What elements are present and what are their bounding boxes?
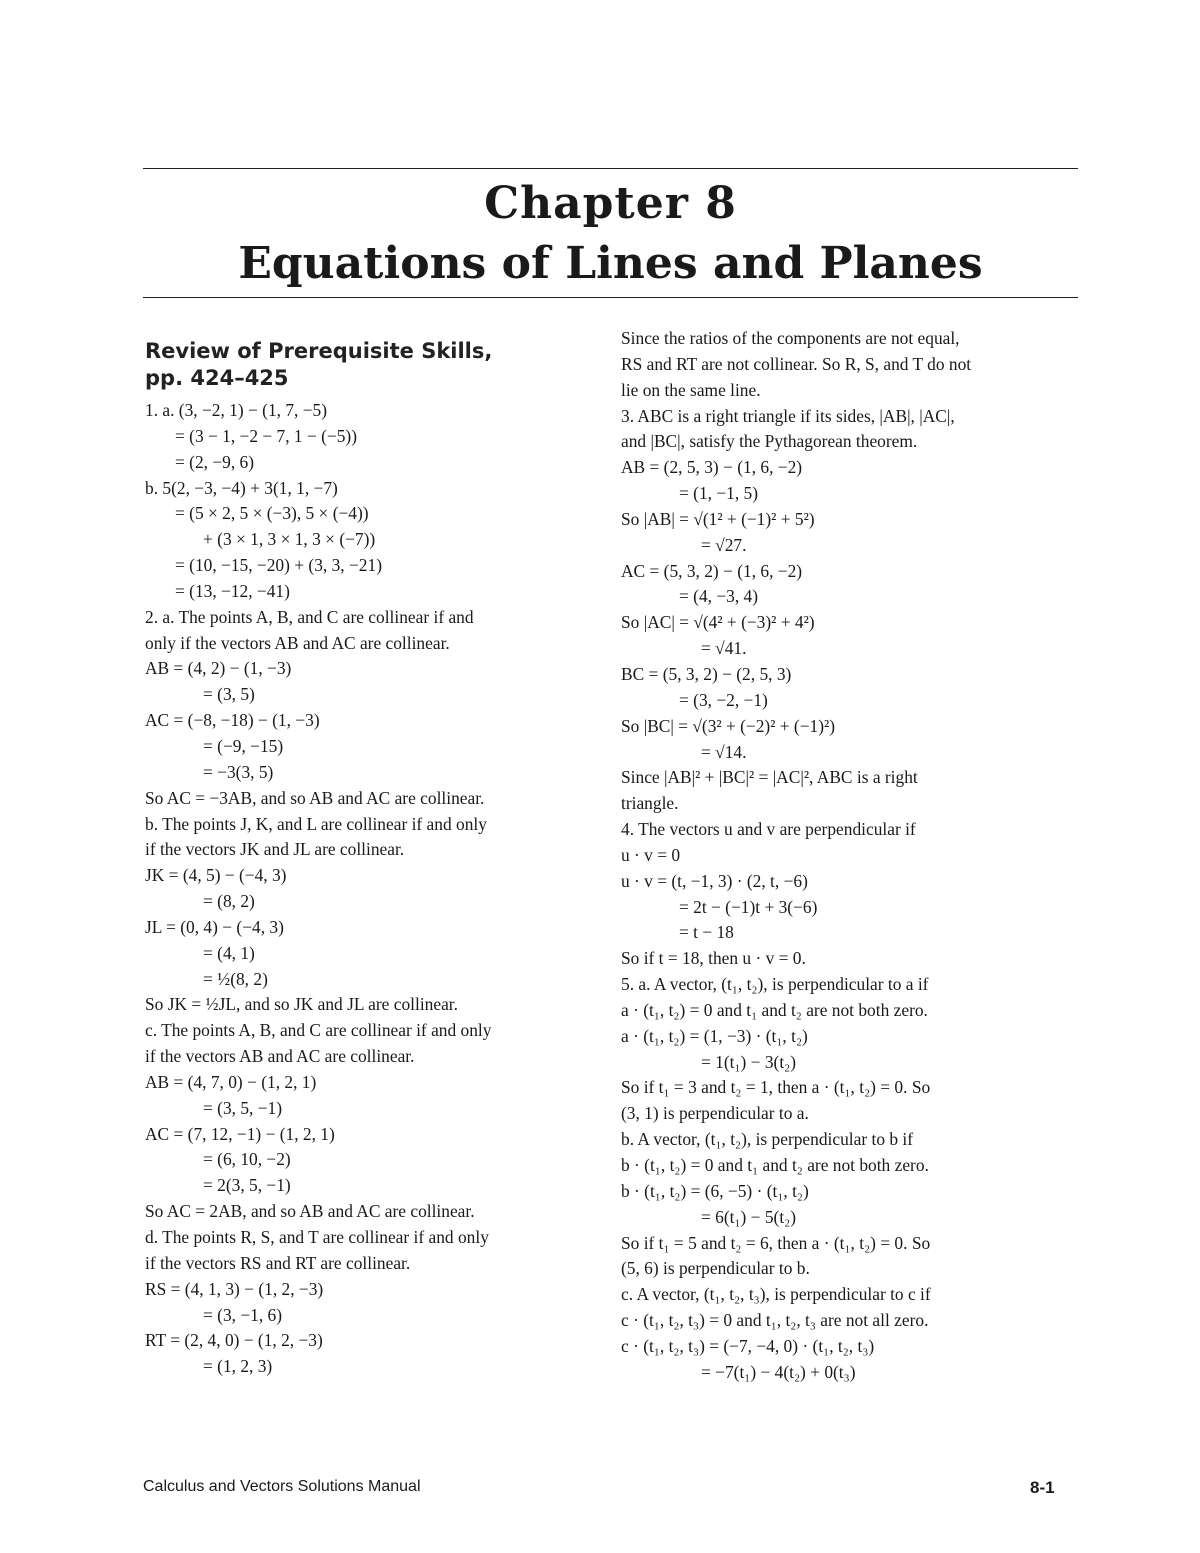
text-line: = 2(3, 5, −1) xyxy=(203,1175,291,1196)
text-line: So if t₁ = 3 and t₂ = 1, then a · (t₁, t₂) = 0. So xyxy=(621,1077,931,1098)
text-line: RS and RT are not collinear. So R, S, and T do not xyxy=(621,353,972,374)
left-column xyxy=(145,326,600,1380)
text-line: = √14. xyxy=(701,741,747,762)
section-heading xyxy=(145,338,600,392)
text-line: = (5 × 2, 5 × (−3), 5 × (−4)) xyxy=(175,503,369,524)
text-line: lie on the same line. xyxy=(621,379,761,400)
text-line: = (8, 2) xyxy=(203,891,255,912)
chapter-title: Equations of Lines and Planes xyxy=(238,238,983,289)
text-line: So if t₁ = 5 and t₂ = 6, then a · (t₁, t₂) = 0. So xyxy=(621,1232,931,1253)
footer-page-number: 8-1 xyxy=(1030,1478,1055,1497)
text-line: c · (t₁, t₂, t₃) = (−7, −4, 0) · (t₁, t₂, t₃) xyxy=(621,1335,875,1356)
text-line: = ½(8, 2) xyxy=(203,968,268,989)
text-line: (5, 6) is perpendicular to b. xyxy=(621,1258,810,1279)
text-line: b · (t₁, t₂) = 0 and t₁ and t₂ are not both zero. xyxy=(621,1155,929,1175)
text-line: = −3(3, 5) xyxy=(203,761,274,782)
text-line: 4. The vectors u and v are perpendicular if xyxy=(621,819,916,840)
text-line: d. The points R, S, and T are collinear if and only xyxy=(145,1227,489,1247)
text-line: + (3 × 1, 3 × 1, 3 × (−7)) xyxy=(203,529,376,550)
text-line: b. 5(2, −3, −4) + 3(1, 1, −7) xyxy=(145,477,338,498)
text-line: if the vectors JK and JL are collinear. xyxy=(145,839,405,860)
title-rule xyxy=(143,297,1078,298)
text-line: if the vectors RS and RT are collinear. xyxy=(145,1252,411,1273)
text-line: c · (t₁, t₂, t₃) = 0 and t₁, t₂, t₃ are not all zero. xyxy=(621,1310,929,1331)
top-rule xyxy=(143,168,1078,169)
text-line: JK = (4, 5) − (−4, 3) xyxy=(145,865,287,886)
footer-book-title: Calculus and Vectors Solutions Manual xyxy=(143,1478,421,1495)
text-line: AC = (5, 3, 2) − (1, 6, −2) xyxy=(621,560,803,581)
right-column xyxy=(621,326,1076,1386)
text-line: = (3, 5) xyxy=(203,684,255,705)
text-line: So if t = 18, then u · v = 0. xyxy=(621,948,806,969)
text-line: u · v = 0 xyxy=(621,844,681,865)
text-line: (3, 1) is perpendicular to a. xyxy=(621,1103,809,1124)
text-line: if the vectors AB and AC are collinear. xyxy=(145,1046,415,1067)
text-line: = (6, 10, −2) xyxy=(203,1149,291,1170)
text-line: b. The points J, K, and L are collinear if and only xyxy=(145,813,487,834)
text-line: u · v = (t, −1, 3) · (2, t, −6) xyxy=(621,870,808,891)
text-line: So JK = ½JL, and so JK and JL are collinear. xyxy=(145,994,458,1015)
text-line: = 1(t₁) − 3(t₂) xyxy=(701,1051,797,1072)
text-line: = 2t − (−1)t + 3(−6) xyxy=(679,896,818,917)
text-line: 5. a. A vector, (t₁, t₂), is perpendicular to a if xyxy=(621,974,929,995)
text-line: = (13, −12, −41) xyxy=(175,580,290,601)
section-heading-pages: pp. 424–425 xyxy=(145,366,289,390)
text-line: = (10, −15, −20) + (3, 3, −21) xyxy=(175,555,382,576)
text-line: = (3, −1, 6) xyxy=(203,1304,283,1325)
text-line: JL = (0, 4) − (−4, 3) xyxy=(145,916,284,937)
text-line: c. The points A, B, and C are collinear if and only xyxy=(145,1020,492,1041)
text-line: 1. a. (3, −2, 1) − (1, 7, −5) xyxy=(145,400,328,420)
text-line: AC = (7, 12, −1) − (1, 2, 1) xyxy=(145,1123,335,1144)
text-line: = (3, −2, −1) xyxy=(679,689,768,710)
text-line: So AC = 2AB, and so AB and AC are collinear. xyxy=(145,1201,475,1222)
text-line: = (1, 2, 3) xyxy=(203,1356,273,1377)
text-line: Since |AB|² + |BC|² = |AC|², ABC is a right xyxy=(621,767,918,788)
text-line: = (4, −3, 4) xyxy=(679,586,759,607)
text-line: So |AB| = √(1² + (−1)² + 5²) xyxy=(621,508,815,529)
text-line: AB = (4, 2) − (1, −3) xyxy=(145,658,292,679)
text-line: b. A vector, (t₁, t₂), is perpendicular to b if xyxy=(621,1129,914,1150)
text-line: only if the vectors AB and AC are collinear. xyxy=(145,632,450,653)
text-line: b · (t₁, t₂) = (6, −5) · (t₁, t₂) xyxy=(621,1180,809,1201)
text-line: = (3, 5, −1) xyxy=(203,1097,283,1118)
text-line: a · (t₁, t₂) = 0 and t₁ and t₂ are not both zero. xyxy=(621,999,928,1020)
text-line: and |BC|, satisfy the Pythagorean theorem. xyxy=(621,431,918,452)
text-line: = √41. xyxy=(701,638,747,659)
text-line: AB = (4, 7, 0) − (1, 2, 1) xyxy=(145,1071,317,1092)
text-line: RT = (2, 4, 0) − (1, 2, −3) xyxy=(145,1330,323,1351)
text-line: = (4, 1) xyxy=(203,942,255,963)
section-heading-line: Review of Prerequisite Skills, xyxy=(145,339,493,363)
text-line: triangle. xyxy=(621,793,679,814)
text-line: = (1, −1, 5) xyxy=(679,483,759,504)
text-line: So AC = −3AB, and so AB and AC are collinear. xyxy=(145,787,485,808)
text-line: AC = (−8, −18) − (1, −3) xyxy=(145,710,320,731)
text-line: = (2, −9, 6) xyxy=(175,451,255,472)
text-line: a · (t₁, t₂) = (1, −3) · (t₁, t₂) xyxy=(621,1025,808,1046)
text-line: = t − 18 xyxy=(679,922,734,943)
text-line: = (−9, −15) xyxy=(203,735,284,756)
text-line: So |BC| = √(3² + (−2)² + (−1)²) xyxy=(621,715,836,736)
text-line: = −7(t₁) − 4(t₂) + 0(t₃) xyxy=(701,1361,856,1382)
text-line: So |AC| = √(4² + (−3)² + 4²) xyxy=(621,612,815,633)
text-line: BC = (5, 3, 2) − (2, 5, 3) xyxy=(621,663,792,684)
text-line: = 6(t₁) − 5(t₂) xyxy=(701,1206,797,1227)
text-line: 3. ABC is a right triangle if its sides, |AB|, |AC|, xyxy=(621,405,955,426)
text-line: RS = (4, 1, 3) − (1, 2, −3) xyxy=(145,1278,324,1299)
chapter-label: Chapter 8 xyxy=(484,178,737,229)
text-line: AB = (2, 5, 3) − (1, 6, −2) xyxy=(621,457,803,478)
text-line: 2. a. The points A, B, and C are collinear if and xyxy=(145,606,474,627)
text-line: c. A vector, (t₁, t₂, t₃), is perpendicular to c if xyxy=(621,1284,931,1305)
text-line: = (3 − 1, −2 − 7, 1 − (−5)) xyxy=(175,425,358,446)
text-line: = √27. xyxy=(701,534,747,555)
text-line: Since the ratios of the components are not equal, xyxy=(621,328,960,348)
